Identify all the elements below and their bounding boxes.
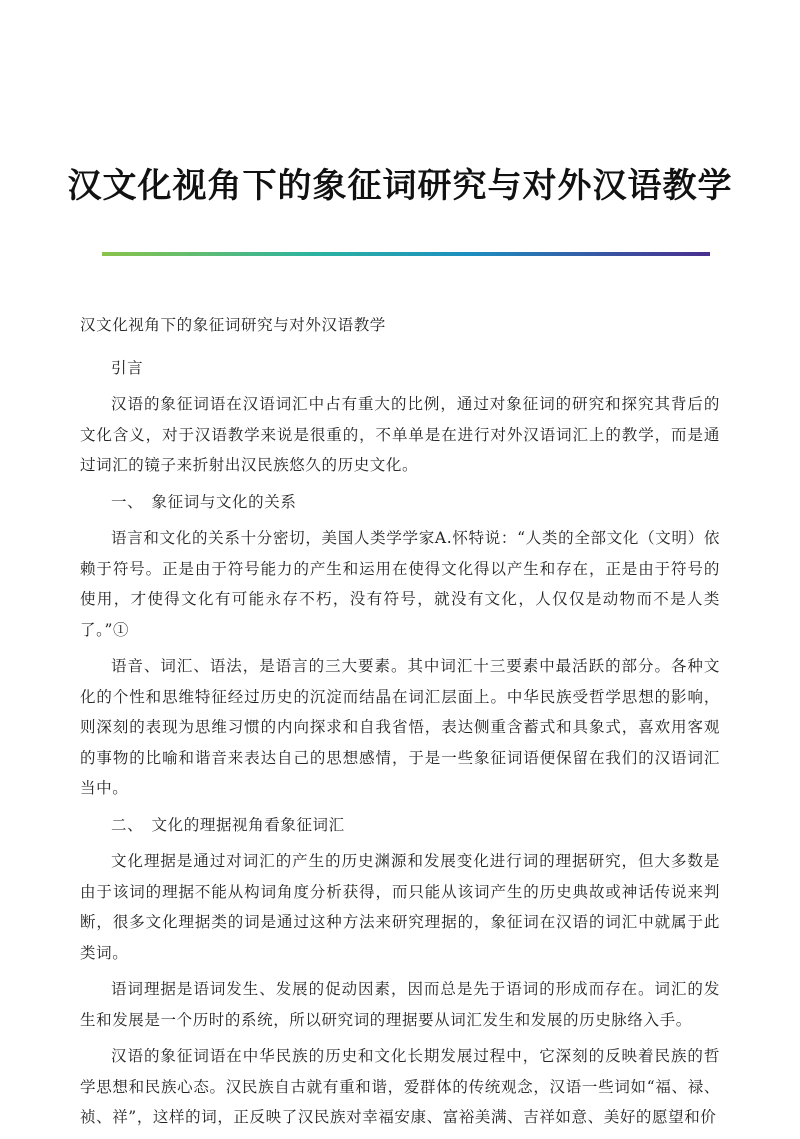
paragraph: 语言和文化的关系十分密切，美国人类学学家A.怀特说：“人类的全部文化（文明）依赖于符号。正是由于符号能力的产生和运用在使得文化得以产生和存在，正是由于符号的使用，才使得文化有可能永存不朽，没有符号，就没有文化，人仅仅是动物而不是人类了。”① [80, 529, 720, 639]
paragraph: 文化理据是通过对词汇的产生的历史渊源和发展变化进行词的理据研究，但大多数是由于该词的理据不能从构词角度分析获得，而只能从该词产生的历史典故或神话传说来判断，很多文化理据类的词是通过这种方法来研究理据的，象征词在汉语的词汇中就属于此类词。 [80, 852, 720, 962]
title-divider [102, 252, 710, 256]
document-body [80, 310, 720, 1139]
paragraph: 汉语的象征词语在汉语词汇中占有重大的比例，通过对象征词的研究和探究其背后的文化含义，对于汉语教学来说是很重的，不单单是在进行对外汉语词汇上的教学，而是通过词汇的镜子来折射出汉民族悠久的历史文化。 [80, 395, 720, 474]
section-heading: 一、 象征词与文化的关系 [111, 492, 297, 511]
paragraph: 语音、词汇、语法，是语言的三大要素。其中词汇十三要素中最活跃的部分。各种文化的个性和思维特征经过历史的沉淀而结晶在词汇层面上。中华民族受哲学思想的影响，则深刻的表现为思维习惯的内向探求和自我省悟，表达侧重含蓄式和具象式，喜欢用客观的事物的比喻和谐音来表达自己的思想感情，于是一些象征词语便保留在我们的汉语词汇当中。 [80, 657, 720, 797]
paragraph: 汉语的象征词语在中华民族的历史和文化长期发展过程中，它深刻的反映着民族的哲学思想和民族心态。汉民族自古就有重和谐，爱群体的传统观念，汉语一些词如“福、禄、祯、祥”，这样的词，正反映了汉民族对幸福安康、富裕美满、吉祥如意、美好的愿望和价 [80, 1047, 720, 1126]
document-subtitle: 汉文化视角下的象征词研究与对外汉语教学 [80, 316, 386, 334]
section-heading: 二、 文化的理据视角看象征词汇 [111, 815, 345, 834]
document-title: 汉文化视角下的象征词研究与对外汉语教学 [67, 166, 733, 206]
section-intro-heading: 引言 [111, 358, 144, 377]
paragraph: 语词理据是语词发生、发展的促动因素，因而总是先于语词的形成而存在。词汇的发生和发展是一个历时的系统，所以研究词的理据要从词汇发生和发展的历史脉络入手。 [80, 980, 720, 1029]
